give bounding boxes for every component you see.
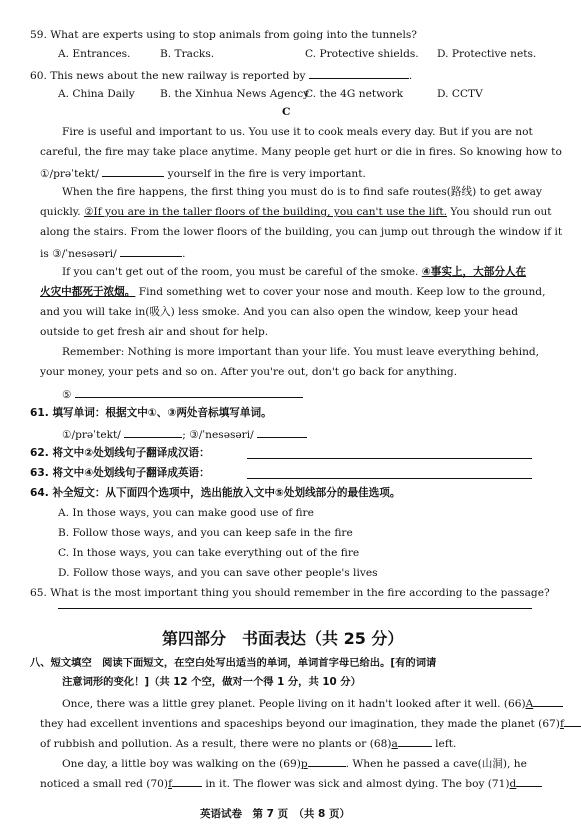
passage-p2-line1: When the fire happens, the first thing you must do is to find safe routes(路线) to get away bbox=[62, 186, 542, 198]
q60-end: . bbox=[408, 70, 413, 82]
underlined-sentence-4-part2: 火灾中都死于浓烟。 bbox=[40, 286, 136, 298]
q59-option-b: B. Tracks. bbox=[160, 48, 215, 60]
q60-option-b: B. the Xinhua News Agency bbox=[160, 88, 310, 100]
section8-line-5-text: noticed a small red (70) bbox=[40, 778, 169, 790]
q59-stem: 59. What are experts using to stop animals from going into the tunnels? bbox=[30, 29, 417, 41]
passage-p1-line2: careful, the fire may take place anytime. Many people get hurt or die in fires. So knowing how to bbox=[40, 146, 562, 158]
q65-stem: 65. What is the most important thing you should remember in the fire according to the passage? bbox=[30, 587, 550, 599]
page-footer: 英语试卷 第 7 页 （共 8 页） bbox=[200, 808, 350, 820]
blank-70[interactable] bbox=[172, 775, 202, 787]
blank-67[interactable] bbox=[564, 715, 581, 727]
blank-68[interactable] bbox=[398, 735, 432, 747]
section8-heading-2: 注意词形的变化！]（共 12 个空，做对一个得 1 分，共 10 分） bbox=[62, 676, 361, 688]
passage-p4-line1: Remember: Nothing is more important than your life. You must leave everything behind, bbox=[62, 346, 540, 358]
passage-c-label: C bbox=[282, 106, 291, 118]
passage-p2-line2 bbox=[40, 205, 552, 219]
q61-phonetic-1: ①/prəˈtekt/ bbox=[62, 429, 121, 441]
section8-line-1 bbox=[62, 695, 563, 711]
q60-answer-blank[interactable] bbox=[309, 67, 409, 79]
passage-p1-line3-rest: yourself in the fire is very important. bbox=[167, 168, 366, 180]
q61-answer-1[interactable] bbox=[124, 426, 182, 438]
q61-answers bbox=[62, 426, 307, 442]
section8-line-3-end: left. bbox=[435, 738, 457, 750]
section8-line-4 bbox=[62, 755, 527, 771]
passage-p3-line2 bbox=[40, 285, 545, 299]
q62-answer-line[interactable] bbox=[247, 458, 532, 459]
blank-66-letter: A bbox=[525, 698, 534, 710]
q59-option-a: A. Entrances. bbox=[58, 48, 131, 60]
q61-separator: ; bbox=[182, 429, 186, 441]
blank-71-letter: d bbox=[509, 778, 517, 790]
section8-line-1-text: Once, there was a little grey planet. People living on it hadn't looked after it well. (66) bbox=[62, 698, 526, 710]
underlined-sentence-4-part1: ④事实上，大部分人在 bbox=[421, 266, 527, 278]
blank-5-line bbox=[62, 386, 303, 402]
q61-phonetic-3: ③/ˈnesəsəri/ bbox=[189, 429, 254, 441]
section8-line-5 bbox=[40, 775, 542, 791]
passage-p2-line3: along the stairs. From the lower floors of the building, you can jump out through the window if it bbox=[40, 226, 563, 238]
blank-5-marker: ⑤ bbox=[62, 389, 72, 401]
blank-1-phonetic: ①/prəˈtekt/ bbox=[40, 168, 99, 180]
q64-stem: 64. 补全短文：从下面四个选项中，选出能放入文中⑤处划线部分的最佳选项。 bbox=[30, 487, 401, 499]
section8-line-4-rest: . When he passed a cave(山洞), he bbox=[345, 758, 527, 770]
q64-option-a: A. In those ways, you can make good use of fire bbox=[58, 507, 314, 519]
blank-70-letter: f bbox=[168, 778, 172, 790]
passage-p1-line1: Fire is useful and important to us. You use it to cook meals every day. But if you are not bbox=[62, 126, 533, 138]
blank-69[interactable] bbox=[308, 755, 346, 767]
q60-line bbox=[30, 67, 412, 83]
underlined-sentence-2: ②If you are in the taller floors of the building, you can't use the lift. bbox=[84, 206, 448, 218]
blank-3-phonetic: is ③/ˈnesəsəri/ bbox=[40, 248, 117, 260]
blank-69-letter: p bbox=[300, 758, 308, 770]
passage-p3-line1 bbox=[62, 265, 526, 279]
section8-line-2 bbox=[40, 715, 581, 731]
section8-line-3 bbox=[40, 735, 456, 751]
passage-p3-line1-text: If you can't get out of the room, you must be careful of the smoke. bbox=[62, 266, 419, 278]
q62-stem: 62. 将文中②处划线句子翻译成汉语： bbox=[30, 447, 210, 459]
q65-answer-line[interactable] bbox=[58, 608, 532, 609]
passage-p2-line4 bbox=[40, 245, 185, 261]
blank-3[interactable] bbox=[120, 245, 182, 257]
q63-answer-line[interactable] bbox=[247, 478, 532, 479]
blank-66[interactable] bbox=[533, 695, 563, 707]
passage-p2-end: . bbox=[182, 248, 186, 260]
q60-option-d: D. CCTV bbox=[437, 88, 483, 100]
part4-title: 第四部分 书面表达（共 25 分） bbox=[162, 629, 404, 648]
passage-p2-quickly: quickly. bbox=[40, 206, 81, 218]
passage-p1-line3 bbox=[40, 165, 366, 181]
blank-68-letter: a bbox=[391, 738, 398, 750]
passage-p3-line2-rest: Find something wet to cover your nose and mouth. Keep low to the ground, bbox=[138, 286, 546, 298]
q59-option-d: D. Protective nets. bbox=[437, 48, 537, 60]
q64-option-d: D. Follow those ways, and you can save other people's lives bbox=[58, 567, 378, 579]
passage-p2-line2-rest: You should run out bbox=[450, 206, 552, 218]
q60-option-c: C. the 4G network bbox=[305, 88, 404, 100]
q61-stem: 61. 填写单词：根据文中①、③两处音标填写单词。 bbox=[30, 407, 272, 419]
section8-line-5-middle: in it. The flower was sick and almost dying. The boy (71) bbox=[205, 778, 510, 790]
blank-5[interactable] bbox=[75, 386, 303, 398]
passage-p4-line2: your money, your pets and so on. After you're out, don't go back for anything. bbox=[40, 366, 458, 378]
q60-option-a: A. China Daily bbox=[58, 88, 135, 100]
q61-answer-3[interactable] bbox=[257, 426, 307, 438]
section8-heading-1: 八、短文填空 阅读下面短文，在空白处写出适当的单词，单词首字母已给出。[有的词请 bbox=[30, 657, 437, 669]
section8-line-4-text: One day, a little boy was walking on the (69) bbox=[62, 758, 301, 770]
blank-71[interactable] bbox=[516, 775, 542, 787]
q64-option-b: B. Follow those ways, and you can keep safe in the fire bbox=[58, 527, 353, 539]
passage-p3-line4: outside to get fresh air and shout for help. bbox=[40, 326, 269, 338]
passage-p3-line3: and you will take in(吸入) less smoke. And you can also open the window, keep your head bbox=[40, 306, 519, 318]
blank-1[interactable] bbox=[102, 165, 164, 177]
blank-67-letter: f bbox=[559, 718, 564, 730]
q63-stem: 63. 将文中④处划线句子翻译成英语： bbox=[30, 467, 210, 479]
section8-line-2-text: they had excellent inventions and spaceships beyond our imagination, they made the planet (67) bbox=[40, 718, 560, 730]
q64-option-c: C. In those ways, you can take everything out of the fire bbox=[58, 547, 360, 559]
q60-stem: 60. This news about the new railway is reported by bbox=[30, 70, 306, 82]
section8-line-3-text: of rubbish and pollution. As a result, there were no plants or (68) bbox=[40, 738, 392, 750]
q59-option-c: C. Protective shields. bbox=[305, 48, 419, 60]
